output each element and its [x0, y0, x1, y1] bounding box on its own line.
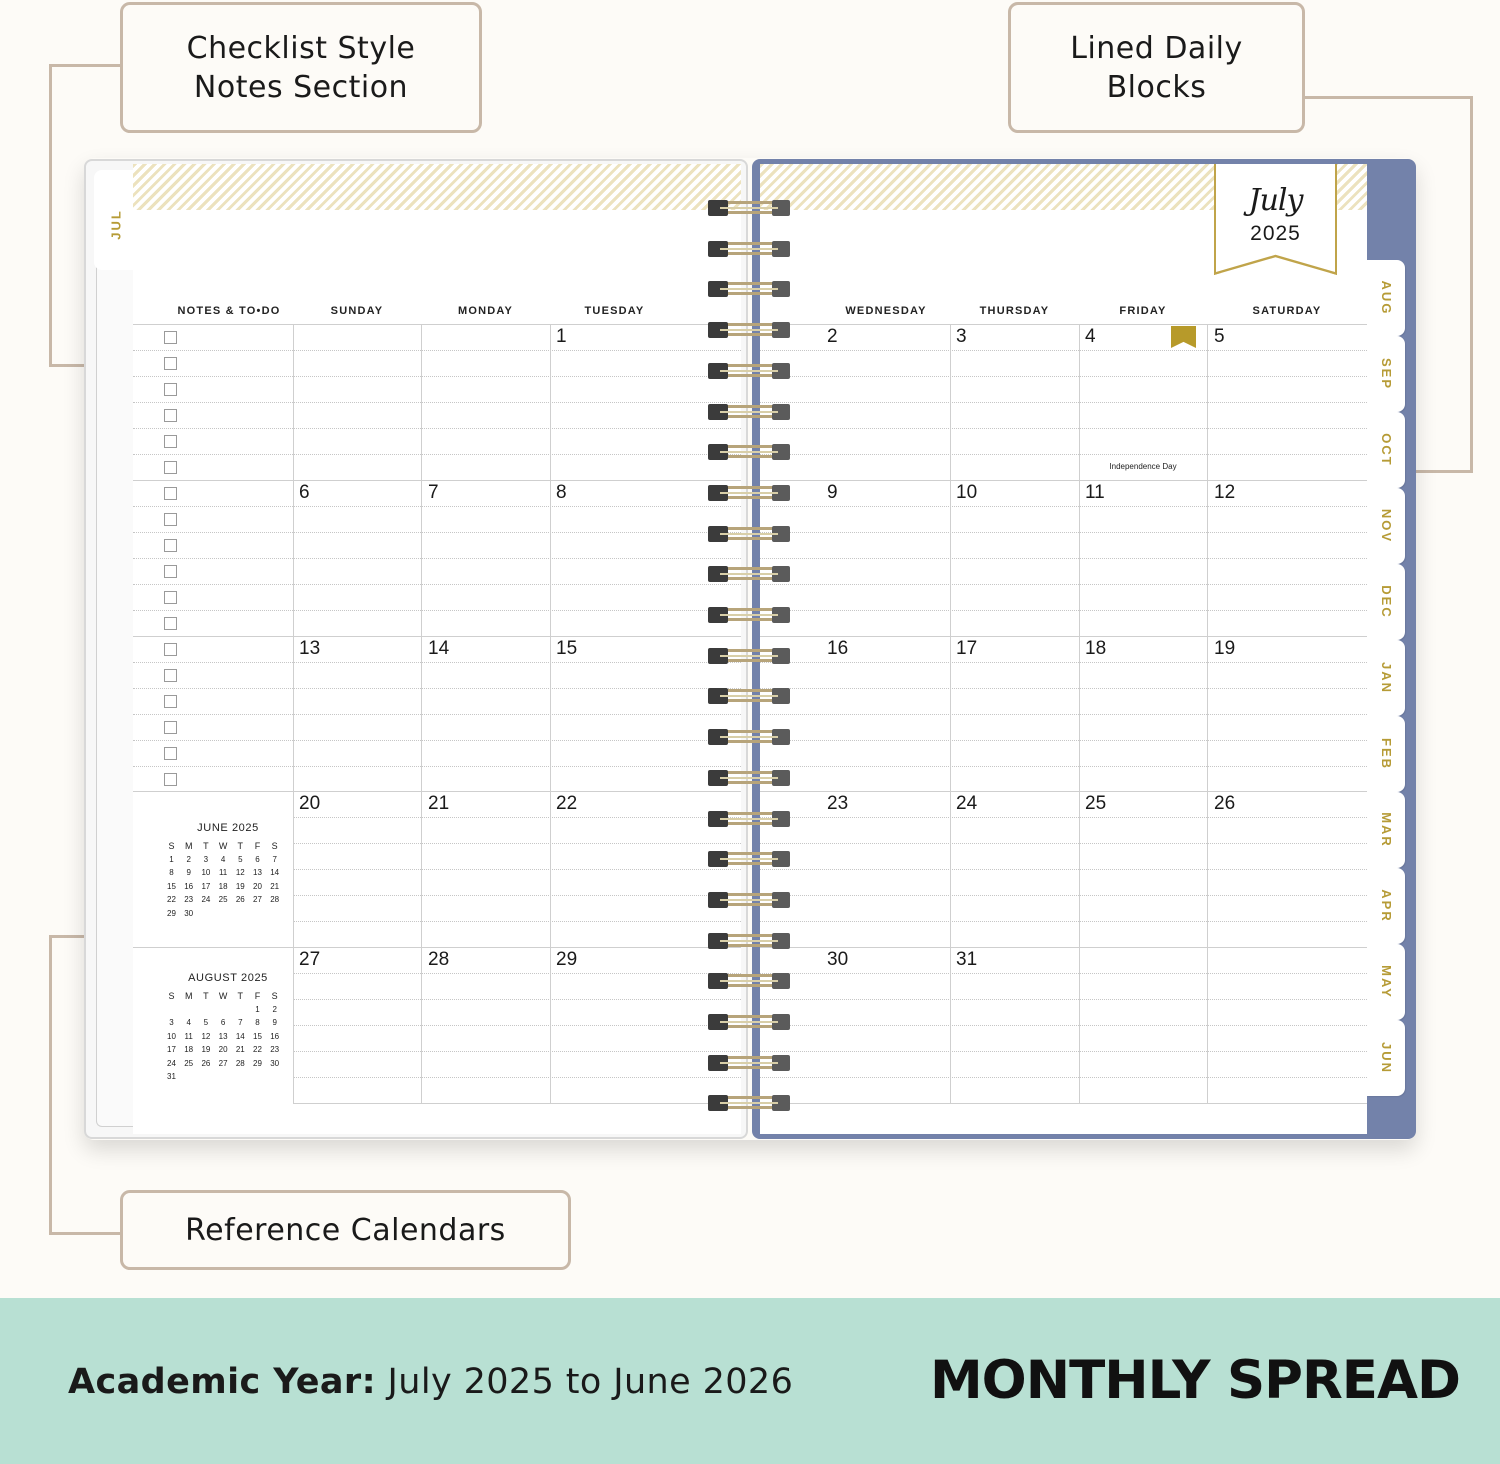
mini-calendar-day: 30: [184, 908, 194, 918]
writing-line: [760, 610, 1367, 611]
column-line: [421, 324, 422, 1103]
mini-calendar-day: 31: [167, 1072, 176, 1081]
month-tab-label: DEC: [1379, 585, 1394, 619]
holiday-label: Independence Day: [1109, 462, 1177, 471]
footer-title: MONTHLY SPREAD: [929, 1350, 1460, 1411]
day-number: 2: [827, 326, 838, 347]
month-tab-label: OCT: [1379, 433, 1394, 467]
day-number: 28: [428, 949, 450, 970]
mini-calendar-day: 5: [238, 855, 243, 864]
column-line: [1207, 324, 1208, 1103]
callout-lined-daily-blocks: Lined Daily Blocks: [1008, 2, 1305, 133]
day-number: 27: [299, 949, 321, 970]
checklist-checkbox[interactable]: [164, 669, 177, 682]
day-number: 3: [956, 326, 967, 347]
checklist-checkbox[interactable]: [164, 331, 177, 344]
day-number: 18: [1085, 638, 1107, 659]
day-number: 8: [556, 482, 567, 503]
header-thursday: THURSDAY: [979, 305, 1050, 317]
day-number: 7: [428, 482, 439, 503]
day-number: 10: [956, 482, 978, 503]
writing-line: [133, 454, 741, 455]
mini-calendar-day: 4: [220, 855, 226, 864]
mini-calendar-day: 24: [167, 1058, 176, 1068]
spiral-coil-part: [720, 451, 778, 453]
spiral-coil-icon: [708, 564, 790, 584]
mini-calendar-day: 4: [186, 1018, 191, 1028]
week-line: [133, 480, 741, 481]
mini-calendar-day: 28: [270, 895, 280, 905]
mini-calendar-day: 10: [167, 1031, 176, 1041]
spiral-coil-icon: [708, 809, 790, 829]
mini-calendar-day: 26: [201, 1058, 211, 1068]
planner-left-cover-inner: [96, 172, 136, 1127]
spiral-coil-part: [720, 940, 778, 942]
spiral-coil-icon: [708, 646, 790, 666]
mini-calendar-day: 7: [238, 1018, 243, 1028]
mini-calendar-day: 20: [253, 881, 262, 891]
left-page-stripe: [133, 164, 741, 210]
week-line: [293, 1103, 741, 1104]
mini-calendar-weekday: F: [254, 841, 261, 851]
checklist-checkbox[interactable]: [164, 409, 177, 422]
spiral-coil-part: [720, 858, 778, 860]
connector-reference: [49, 935, 52, 1235]
mini-calendar-day: 10: [201, 868, 211, 878]
writing-line: [133, 428, 741, 429]
spiral-coil-part: [720, 573, 778, 575]
column-line: [1079, 324, 1080, 1103]
mini-calendar-day: 1: [169, 855, 174, 864]
column-line: [950, 324, 951, 1103]
mini-calendar-title: JUNE 2025: [197, 822, 259, 834]
spiral-coil-part: [720, 695, 778, 697]
checklist-checkbox[interactable]: [164, 721, 177, 734]
week-line: [760, 947, 1367, 948]
writing-line: [760, 1051, 1367, 1052]
spiral-coil-part: [720, 207, 778, 209]
spiral-coil-icon: [708, 971, 790, 991]
checklist-checkbox[interactable]: [164, 591, 177, 604]
writing-line: [133, 584, 741, 585]
mini-calendar-day: 23: [184, 895, 194, 905]
header-notes: NOTES & TO•DO: [177, 305, 281, 317]
writing-line: [293, 1051, 741, 1052]
mini-calendar-weekday: T: [237, 991, 244, 1001]
writing-line: [760, 1077, 1367, 1078]
mini-calendar-day: 23: [270, 1045, 280, 1055]
spiral-coil-icon: [708, 361, 790, 381]
writing-line: [760, 584, 1367, 585]
mini-calendar-day: 8: [255, 1018, 260, 1028]
spiral-coil-icon: [708, 931, 790, 951]
spiral-coil-icon: [708, 198, 790, 218]
mini-calendar-day: 17: [201, 881, 211, 891]
spiral-coil-icon: [708, 686, 790, 706]
mini-calendar-day: 14: [270, 868, 280, 878]
header-tuesday: TUESDAY: [584, 305, 645, 317]
day-number: 11: [1085, 482, 1105, 503]
writing-line: [293, 999, 741, 1000]
month-tab-label: FEB: [1379, 738, 1394, 770]
day-number: 9: [827, 482, 838, 503]
column-line: [550, 324, 551, 1103]
writing-line: [133, 350, 741, 351]
mini-calendar-day: 21: [235, 1045, 245, 1055]
connector-checklist: [49, 64, 122, 67]
writing-line: [133, 766, 741, 767]
week-line: [760, 1103, 1367, 1104]
day-number: 12: [1214, 482, 1236, 503]
spiral-coil-icon: [708, 605, 790, 625]
footer-academic-year: [68, 1362, 793, 1402]
header-wednesday: WEDNESDAY: [845, 305, 927, 317]
writing-line: [760, 921, 1367, 922]
writing-line: [760, 1025, 1367, 1026]
spiral-coil-part: [720, 1062, 778, 1064]
mini-calendar-weekday: S: [271, 991, 278, 1001]
connector-checklist: [49, 64, 52, 367]
week-line: [133, 791, 741, 792]
writing-line: [760, 999, 1367, 1000]
writing-line: [760, 506, 1367, 507]
writing-line: [760, 376, 1367, 377]
spiral-coil-icon: [708, 239, 790, 259]
spiral-coil-icon: [708, 849, 790, 869]
week-line: [760, 480, 1367, 481]
spiral-coil-icon: [708, 524, 790, 544]
spiral-coil-icon: [708, 442, 790, 462]
spiral-coil-part: [720, 818, 778, 820]
day-number: 19: [1214, 638, 1236, 659]
writing-line: [293, 869, 741, 870]
writing-line: [293, 895, 741, 896]
month-tab-label: APR: [1379, 889, 1394, 923]
day-number: 6: [299, 482, 310, 503]
week-line: [133, 947, 741, 948]
spiral-coil-part: [720, 1102, 778, 1104]
writing-line: [133, 610, 741, 611]
writing-line: [293, 1025, 741, 1026]
writing-line: [760, 740, 1367, 741]
month-tab-label: JUN: [1379, 1041, 1394, 1074]
connector-lined: [1305, 96, 1473, 99]
month-tab-label: AUG: [1379, 280, 1394, 316]
checklist-checkbox[interactable]: [164, 461, 177, 474]
month-tab-label: SEP: [1379, 357, 1394, 390]
mini-calendar-day: 3: [203, 855, 209, 864]
day-number: 25: [1085, 793, 1107, 814]
mini-calendar-day: 3: [169, 1018, 174, 1028]
day-number: 16: [827, 638, 849, 659]
mini-calendar-day: 29: [253, 1058, 262, 1068]
day-number: 4: [1085, 326, 1096, 347]
mini-calendar-day: 29: [167, 908, 176, 918]
banner-month: July: [1248, 183, 1303, 218]
mini-calendar-day: 6: [220, 1018, 226, 1028]
writing-line: [293, 817, 741, 818]
mini-calendar-day: 13: [218, 1031, 228, 1041]
writing-line: [760, 454, 1367, 455]
header-monday: MONDAY: [457, 305, 514, 317]
column-line: [293, 324, 294, 1103]
checklist-checkbox[interactable]: [164, 539, 177, 552]
checklist-checkbox[interactable]: [164, 435, 177, 448]
day-number: 17: [956, 638, 978, 659]
mini-calendar-weekday: S: [168, 991, 175, 1001]
spiral-coil-part: [720, 980, 778, 982]
spiral-coil-icon: [708, 727, 790, 747]
writing-line: [133, 688, 741, 689]
mini-calendar-day: 28: [235, 1058, 245, 1068]
spiral-coil-part: [720, 1021, 778, 1023]
week-line: [760, 636, 1367, 637]
writing-line: [133, 402, 741, 403]
mini-calendar-day: 11: [218, 868, 228, 878]
mini-calendar-day: 18: [184, 1045, 194, 1055]
mini-calendar-weekday: M: [184, 991, 193, 1001]
callout-reference-calendars: Reference Calendars: [120, 1190, 571, 1270]
footer-value: July 2025 to June 2026: [376, 1362, 794, 1402]
writing-line: [293, 921, 741, 922]
spiral-coil-part: [720, 533, 778, 535]
mini-calendar-weekday: W: [218, 991, 228, 1001]
mini-calendar-day: 22: [253, 1045, 262, 1055]
spiral-coil-part: [720, 370, 778, 372]
spiral-coil-icon: [708, 1053, 790, 1073]
callout-checklist-notes: Checklist Style Notes Section: [120, 2, 482, 133]
writing-line: [760, 662, 1367, 663]
mini-calendar-day: 27: [253, 895, 262, 905]
mini-calendar-day: 18: [218, 881, 228, 891]
mini-calendar-day: 24: [201, 895, 211, 905]
month-tab-label: NOV: [1379, 508, 1394, 544]
month-tab-jul-label: JUL: [108, 209, 124, 240]
mini-calendar-day: 9: [186, 868, 191, 878]
mini-calendar-day: 25: [218, 895, 228, 905]
mini-calendar-day: 2: [272, 1005, 277, 1014]
header-sunday: SUNDAY: [330, 305, 384, 317]
writing-line: [760, 532, 1367, 533]
writing-line: [760, 817, 1367, 818]
mini-calendar-day: 21: [270, 881, 280, 891]
mini-calendar-day: 15: [253, 1031, 262, 1041]
writing-line: [133, 662, 741, 663]
spiral-coil-icon: [708, 320, 790, 340]
mini-calendar-title: AUGUST 2025: [188, 972, 268, 984]
writing-line: [133, 376, 741, 377]
checklist-checkbox[interactable]: [164, 643, 177, 656]
mini-calendar-day: 16: [184, 881, 194, 891]
spiral-coil-part: [720, 777, 778, 779]
mini-calendar-day: 16: [270, 1031, 280, 1041]
checklist-checkbox[interactable]: [164, 487, 177, 500]
mini-calendar-day: 11: [184, 1031, 193, 1041]
mini-calendar-day: 8: [169, 868, 174, 878]
mini-calendar-day: 12: [201, 1031, 211, 1041]
mini-calendar-weekday: M: [184, 841, 193, 851]
checklist-checkbox[interactable]: [164, 747, 177, 760]
writing-line: [133, 532, 741, 533]
mini-calendar-day: 12: [235, 868, 245, 878]
spiral-coil-part: [720, 492, 778, 494]
writing-line: [133, 558, 741, 559]
writing-line: [760, 973, 1367, 974]
header-friday: FRIDAY: [1119, 305, 1167, 317]
writing-line: [760, 688, 1367, 689]
mini-calendar-day: 9: [272, 1018, 277, 1028]
day-number: 31: [956, 949, 978, 970]
mini-calendar-weekday: T: [237, 841, 244, 851]
day-number: 24: [956, 793, 978, 814]
mini-calendar-day: 30: [270, 1058, 280, 1068]
writing-line: [293, 973, 741, 974]
checklist-checkbox[interactable]: [164, 513, 177, 526]
checklist-checkbox[interactable]: [164, 383, 177, 396]
spiral-coil-part: [720, 248, 778, 250]
writing-line: [760, 350, 1367, 351]
writing-line: [760, 766, 1367, 767]
writing-line: [760, 714, 1367, 715]
day-number: 22: [556, 793, 578, 814]
week-line: [760, 791, 1367, 792]
writing-line: [760, 402, 1367, 403]
mini-calendar-day: 17: [167, 1045, 176, 1055]
mini-calendar-day: 27: [218, 1058, 228, 1068]
mini-calendar-day: 2: [186, 855, 191, 864]
mini-calendar-weekday: W: [218, 841, 228, 851]
spiral-coil-part: [720, 329, 778, 331]
day-number: 30: [827, 949, 849, 970]
day-number: 23: [827, 793, 849, 814]
writing-line: [760, 558, 1367, 559]
week-line: [133, 636, 741, 637]
spiral-coil-icon: [708, 890, 790, 910]
day-number: 1: [556, 326, 567, 347]
writing-line: [133, 740, 741, 741]
spiral-coil-part: [720, 614, 778, 616]
connector-reference: [49, 1232, 122, 1235]
mini-calendar-weekday: T: [203, 991, 209, 1001]
mini-calendar-day: 25: [184, 1058, 194, 1068]
mini-calendar-day: 19: [235, 881, 245, 891]
checklist-checkbox[interactable]: [164, 617, 177, 630]
spiral-coil-icon: [708, 768, 790, 788]
month-tab-label: JAN: [1379, 661, 1394, 694]
mini-calendar-day: 1: [255, 1005, 260, 1014]
checklist-checkbox[interactable]: [164, 565, 177, 578]
spiral-coil-icon: [708, 402, 790, 422]
mini-calendar-day: 14: [235, 1031, 245, 1041]
week-line: [760, 324, 1367, 325]
spiral-coil-part: [720, 899, 778, 901]
day-number: 26: [1214, 793, 1236, 814]
writing-line: [133, 506, 741, 507]
month-tab-label: MAY: [1379, 965, 1394, 999]
month-tab-label: MAR: [1379, 812, 1394, 848]
checklist-checkbox[interactable]: [164, 357, 177, 370]
footer-label: Academic Year:: [68, 1362, 376, 1402]
writing-line: [293, 1077, 741, 1078]
day-number: 5: [1214, 326, 1225, 347]
writing-line: [133, 714, 741, 715]
spiral-coil-part: [720, 655, 778, 657]
spiral-coil-part: [720, 288, 778, 290]
connector-lined: [1470, 96, 1473, 473]
checklist-checkbox[interactable]: [164, 695, 177, 708]
mini-calendar-weekday: S: [271, 841, 278, 851]
mini-calendar-weekday: S: [168, 841, 175, 851]
spiral-coil-icon: [708, 1093, 790, 1113]
spiral-coil-part: [720, 411, 778, 413]
spiral-coil-part: [720, 736, 778, 738]
day-number: 15: [556, 638, 578, 659]
mini-calendar-day: 7: [272, 855, 277, 864]
day-number: 14: [428, 638, 450, 659]
mini-calendar-day: 13: [253, 868, 262, 878]
banner-year: 2025: [1250, 222, 1301, 245]
writing-line: [760, 869, 1367, 870]
mini-calendar-day: 15: [167, 881, 176, 891]
mini-calendar-day: 6: [255, 855, 260, 864]
spiral-coil-icon: [708, 279, 790, 299]
mini-calendar-day: 22: [167, 895, 176, 905]
mini-calendar-day: 20: [218, 1045, 228, 1055]
mini-calendar-day: 19: [201, 1045, 211, 1055]
mini-calendar-day: 5: [203, 1018, 209, 1028]
writing-line: [760, 895, 1367, 896]
day-number: 13: [299, 638, 321, 659]
mini-calendar-weekday: F: [254, 991, 261, 1001]
day-number: 29: [556, 949, 578, 970]
checklist-checkbox[interactable]: [164, 773, 177, 786]
mini-calendar-weekday: T: [203, 841, 209, 851]
mini-calendar-day: 26: [235, 895, 245, 905]
day-number: 21: [428, 793, 450, 814]
writing-line: [760, 428, 1367, 429]
header-saturday: SATURDAY: [1252, 305, 1322, 317]
day-number: 20: [299, 793, 321, 814]
spiral-coil-icon: [708, 1012, 790, 1032]
spiral-coil-icon: [708, 483, 790, 503]
writing-line: [760, 843, 1367, 844]
week-line: [133, 324, 741, 325]
writing-line: [293, 843, 741, 844]
